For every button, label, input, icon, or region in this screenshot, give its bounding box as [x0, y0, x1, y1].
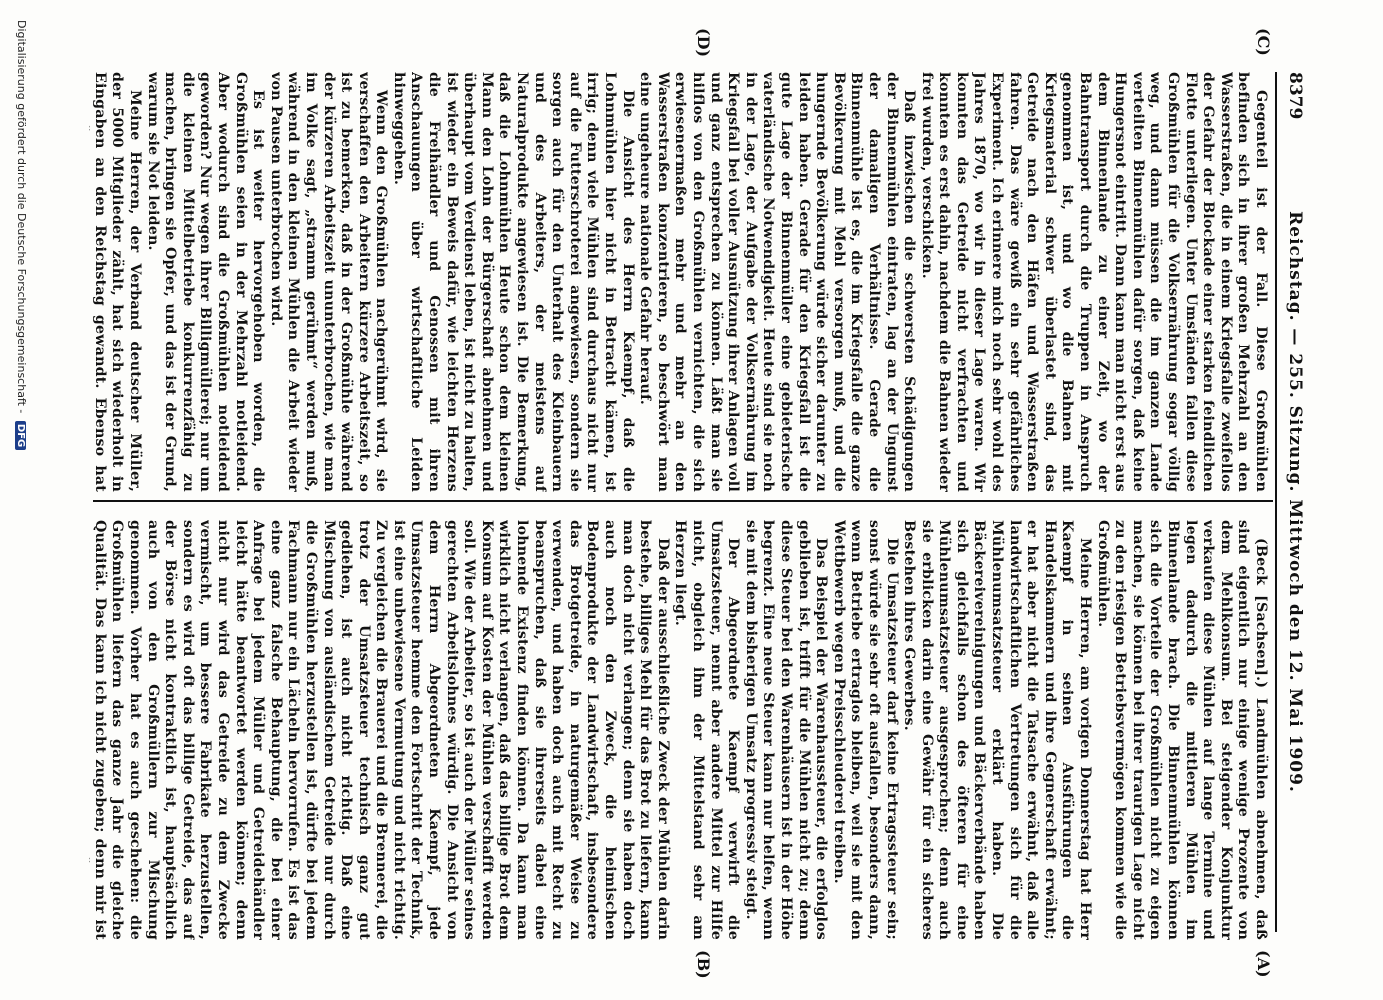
- dfg-logo: DFG: [15, 421, 26, 450]
- paragraph: Die Ansicht des Herrn Kaempf, daß die Lohnmühlen hier nicht in Betracht kämen, ist irrig; denn viele Mühlen sind durchaus nicht nur auf die Futterschroterei angewiesen, sondern sie sorgen auch für den Unterhalt des Kleinbauern und des Arbeiters, der meistens auf Naturalprodukte angewiesen ist. Die Bemerkung, daß die Lohnmühlen Heute schon dem kleinen Mann den Lohn der Bürgerschaft abnehmen und überhaupt vom Verdienst leben, ist nicht zu halten, ist wieder ein Beweis dafür, wie leichten Herzens die Freihändler und Genossen mit ihren Anschauungen über wirtschaftliche Leiden hinweggehen.: [390, 72, 636, 492]
- page-title: Reichstag. — 255. Sitzung. Mittwoch den 12. Mai 1909.: [1285, 211, 1305, 793]
- paragraph: Meine Herren, der Verband deutscher Müller, der 5000 Mitglieder zählt, hat sich wiederholt in Eingaben an den Reichstag gewandt. Ebenso hat: [91, 72, 143, 492]
- page-header: [1275, 72, 1313, 932]
- paragraph: Die Umsatzsteuer darf keine Ertragssteuer sein; sonst würde sie sehr oft ausfallen, besonders dann, wenn Betriebe ertraglos bleiben, weil sie mit den Wettbewerb wegen Preisschleuderei treiben.: [830, 520, 900, 940]
- column-divider: [93, 500, 1273, 502]
- paragraph: Das Beispiel der Warenhaussteuer, die erfolglos geblieben ist, trifft für die Mühlen nicht zu; denn diese Steuer bei den Warenhäusern ist in der Höhe begrenzt. Eine neue Steuer kann nur helfen, wenn sie mit dem bisherigen Umsatz progressiv steigt.: [742, 520, 830, 940]
- text-column-right: [89, 520, 1269, 940]
- paragraph: (Beck [Sachsen].) Landmühlen abnehmen, daß sind eigentlich nur einige wenige Prozente von dem Mehlkonsum. Bei steigender Konjunktur verkaufen diese Mühlen auf lange Termine und legen dadurch die mittleren Mühlen im Binnenlande brach. Die Binnenmühlen können sich die Vorteile der Großmühlen nicht zu eigen machen, sie können bei ihrer traurigen Lage nicht zu den riesigen Betriebsvermögen kommen wie die Großmühlen.: [1094, 520, 1269, 940]
- text-column-left: [89, 72, 1269, 492]
- paragraph: Gegenteil ist der Fall. Diese Großmühlen befinden sich in ihrer großen Mehrzahl an den Wasserstraßen, die in einem Kriegsfalle zweifellos der Gefahr der Blockade einer starken feindlichen Flotte unterliegen. Unter Umständen fallen diese Großmühlen für die Volksernährung sogar völlig weg, und dann müssen die im ganzen Lande verteilten Binnenmühlen dafür sorgen, daß keine Hungersnot eintritt. Dann kann man nicht erst aus dem Binnenlande zu einer Zeit, wo der Bahntransport durch die Truppen in Anspruch genommen ist, und wo die Bahnen mit Kriegsmaterial schwer überlastet sind, das Getreide nach den Häfen und Wasserstraßen fahren. Das wäre gewiß ein sehr gefährliches Experiment. Ich erinnere mich noch sehr wohl des Jahres 1870, wo wir in dieser Lage waren. Wir konnten das Getreide nicht verfrachten und konnten es erst dahin, nachdem die Bahnen wieder frei wurden, verschicken.: [918, 72, 1269, 492]
- margin-letter-c: (C): [1254, 28, 1273, 56]
- margin-letter-a: (A): [1254, 950, 1273, 978]
- paragraph: Es ist weiter hervorgehoben worden, die Großmühlen seien in der Mehrzahl notleidend. Aber wodurch sind die Großmühlen notleidend geworden? Nur wegen ihrer Billigmüllerei; nur um die kleinen Mittelbetriebe konkurrenzfähig zu machen, bringen sie Opfer, und das ist der Grund, warum sie Not leiden.: [144, 72, 267, 492]
- paragraph: Meine Herren, am vorigen Donnerstag hat Herr Kaempf in seinen Ausführungen die Handelskammern und ihre Gegnerschaft erwähnt; er hat aber nicht die Tatsache erwähnt, daß alle landwirtschaftlichen Vertretungen sich für die Mühlenumsatzsteuer erklärt haben. Die Bäckereivereinigungen und Bäckerverbände haben sich gleichfalls schon des öfteren für eine Mühlenumsatzsteuer ausgesprochen; denn auch sie erblicken darin eine Gewähr für ein sicheres Bestehen ihres Gewerbes.: [901, 520, 1094, 940]
- paragraph: Daß der ausschließliche Zweck der Mühlen darin bestehe, billiges Mehl für das Brot zu liefern, kann man doch nicht verlangen; denn sie haben doch auch noch den Zweck, die heimischen Bodenprodukte der Landwirtschaft, insbesondere das Brotgetreide, in naturgemäßer Weise zu verwenden, und haben doch auch mit Recht zu beanspruchen, daß sie ihrerseits dabei eine lohnende Existenz finden können. Da kann man wirklich nicht verlangen, daß das billige Brot dem Konsum auf Kosten der Mühlen verschafft werden soll. Wie der Arbeiter, so ist auch der Müller seines gerechten Arbeitslohnes würdig. Die Ansicht von dem Herrn Abgeordneten Kaempf, jede Umsatzsteuer hemme den Fortschritt der Technik, ist eine unbewiesene Vermutung und nicht richtig. Zu vergleichen die Brauerei und die Brennerei, die trotz der Umsatzsteuer technisch ganz gut gediehen, ist auch nicht richtig. Daß eine Mischung von ausländischem Getreide nur durch die Großmühlen herzustellen ist, dürfte bei jedem Fachmann nur ein Lächeln hervorrufen. Es ist das eine ganz falsche Behauptung, die bei einer Anfrage bei jedem Müller und Getreidehändler leicht hätte beantwortet werden können; denn nicht nur wird das Getreide zu dem Zwecke vermischt, um bessere Fabrikate herzustellen, sondern es wird oft das billige Getreide, das auf der Börse nicht kontraktlich ist, hauptsächlich auch von den Großmüllern zur Mischung genommen. Vorher hat es auch geschehen: die Großmühlen liefern das ganze Jahr die gleiche Qualität. Das kann ich nicht zugeben; denn mir ist: [91, 520, 671, 940]
- margin-letter-b: (B): [694, 950, 713, 979]
- digitization-credit: [15, 20, 28, 980]
- credit-text: Digitalisierung gefördert durch die Deutsche Forschungsgemeinschaft -: [15, 20, 28, 414]
- paragraph: Daß inzwischen die schwersten Schädigungen der Binnenmühlen eintraten, lag an der Ungunst der damaligen Verhältnisse. Gerade die Binnenmühle ist es, die im Kriegsfalle die ganze Bevölkerung mit Mehl versorgen muß, und die hungernde Bevölkerung würde sicher darunter zu leiden haben. Gerade für den Kriegsfall ist die gute Lage der Binnenmüller eine gebieterische vaterländische Notwendigkeit. Heute sind sie noch in der Lage, der Aufgabe der Volksernährung im Kriegsfall bei voller Ausnützung ihrer Anlagen voll und ganz entsprechen zu können. Läßt man sie hilflos von den Großmühlen vernichten, die sich erwiesenermaßen mehr und mehr an den Wasserstraßen konzentrieren, so beschwört man eine ungeheure nationale Gefahr herauf.: [637, 72, 918, 492]
- page-number: 8379: [1285, 72, 1305, 120]
- paragraph: Der Abgeordnete Kaempf verwirft die Umsatzsteuer, nennt aber andere Mittel zur Hilfe nicht, obgleich ihm der Mittelstand sehr am Herzen liegt.: [672, 520, 742, 940]
- margin-letter-d: (D): [694, 28, 713, 58]
- paragraph: Wenn den Großmühlen nachgerühmt wird, sie verschaffen den Arbeitern kürzere Arbeitszeit, so ist zu bemerken, daß in der Großmühle während der kürzeren Arbeitszeit ununterbrochen, wie man im Volke sagt, „stramm gerühmt“ werden muß, während in den kleinen Mühlen die Arbeit wieder von Pausen unterbrochen wird.: [267, 72, 390, 492]
